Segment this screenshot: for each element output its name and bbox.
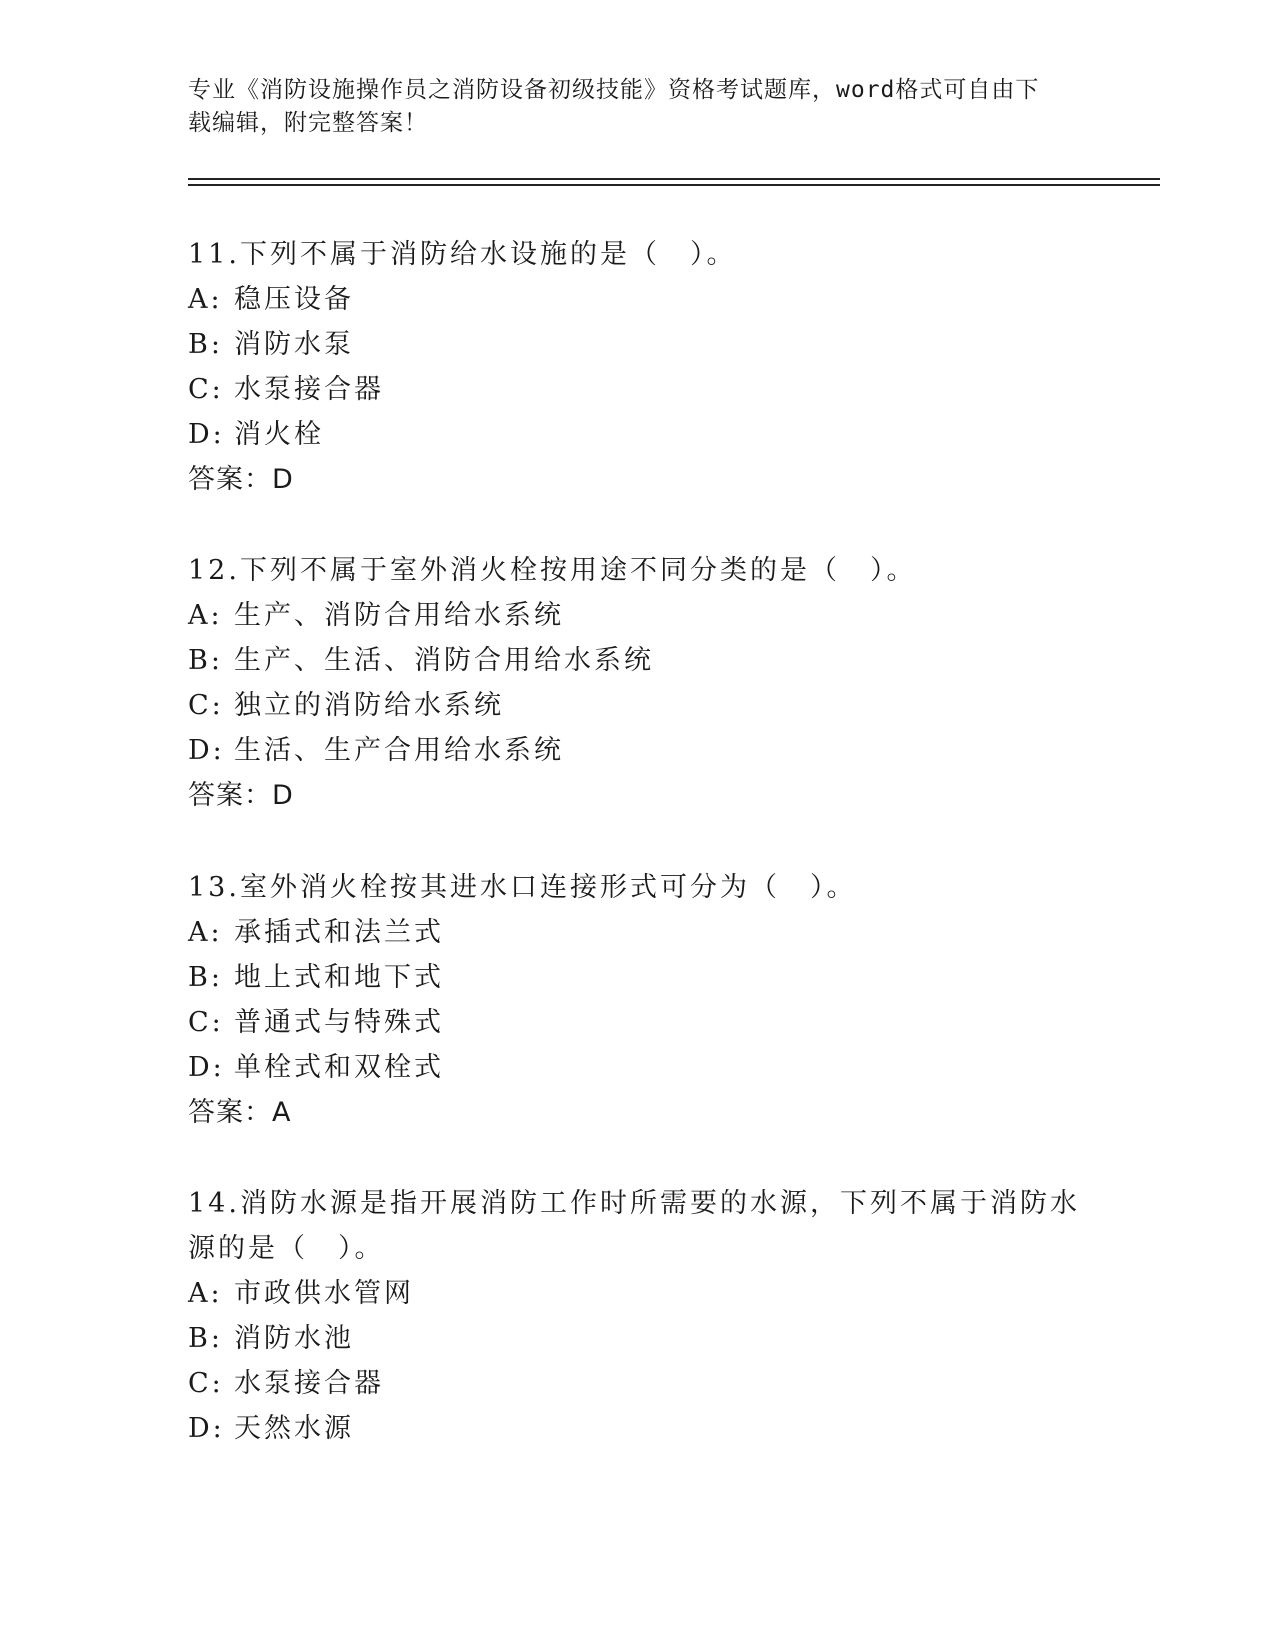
option-a [188, 910, 1088, 955]
header-line-1: 专业《消防设施操作员之消防设备初级技能》资格考试题库，word格式可自由下 [188, 77, 1040, 103]
question-stem: 14.消防水源是指开展消防工作时所需要的水源，下列不属于消防水源的是（ ）。 [188, 1188, 1080, 1264]
option-key: A: [188, 1278, 223, 1309]
header-divider-bottom [188, 184, 1160, 186]
option-c [188, 683, 1088, 728]
option-c [188, 1361, 1088, 1406]
option-key: D: [188, 735, 225, 766]
option-a [188, 277, 1088, 322]
option-text: 水泵接合器 [234, 374, 384, 405]
option-key: C: [188, 690, 224, 721]
document-header [188, 74, 1088, 140]
option-key: A: [188, 600, 223, 631]
option-d [188, 1406, 1088, 1451]
option-d [188, 412, 1088, 457]
question-12 [188, 548, 1088, 818]
option-key: D: [188, 419, 225, 450]
option-text: 市政供水管网 [234, 1278, 414, 1309]
question-stem: 13.室外消火栓按其进水口连接形式可分为（ ）。 [188, 872, 857, 903]
question-stem: 12.下列不属于室外消火栓按用途不同分类的是（ ）。 [188, 555, 917, 586]
question-13 [188, 865, 1088, 1135]
header-divider-top [188, 178, 1160, 180]
question-11 [188, 232, 1088, 502]
option-text: 单栓式和双栓式 [234, 1052, 444, 1083]
option-b [188, 955, 1088, 1000]
option-text: 地上式和地下式 [234, 962, 444, 993]
answer-line: 答案：D [188, 464, 294, 495]
option-text: 普通式与特殊式 [234, 1007, 444, 1038]
option-c [188, 367, 1088, 412]
option-key: B: [188, 962, 223, 993]
option-key: C: [188, 374, 224, 405]
option-d [188, 728, 1088, 773]
option-text: 生产、消防合用给水系统 [234, 600, 564, 631]
option-text: 承插式和法兰式 [234, 917, 444, 948]
option-text: 消火栓 [234, 419, 324, 450]
option-key: A: [188, 917, 223, 948]
option-b [188, 1316, 1088, 1361]
option-text: 生产、生活、消防合用给水系统 [234, 645, 654, 676]
option-text: 独立的消防给水系统 [234, 690, 504, 721]
option-key: B: [188, 329, 223, 360]
option-b [188, 638, 1088, 683]
option-key: C: [188, 1368, 224, 1399]
option-key: B: [188, 645, 223, 676]
option-key: C: [188, 1007, 224, 1038]
option-key: A: [188, 284, 223, 315]
option-b [188, 322, 1088, 367]
option-text: 消防水池 [234, 1323, 354, 1354]
option-key: D: [188, 1052, 225, 1083]
option-c [188, 1000, 1088, 1045]
option-text: 天然水源 [234, 1413, 354, 1444]
option-d [188, 1045, 1088, 1090]
question-stem: 11.下列不属于消防给水设施的是（ ）。 [188, 239, 737, 270]
option-a [188, 593, 1088, 638]
question-14 [188, 1181, 1088, 1451]
header-line-2: 载编辑，附完整答案！ [188, 110, 428, 136]
option-key: D: [188, 1413, 225, 1444]
answer-line: 答案：A [188, 1097, 292, 1128]
option-text: 消防水泵 [234, 329, 354, 360]
option-text: 稳压设备 [234, 284, 354, 315]
option-key: B: [188, 1323, 223, 1354]
option-a [188, 1271, 1088, 1316]
option-text: 生活、生产合用给水系统 [234, 735, 564, 766]
answer-line: 答案：D [188, 780, 294, 811]
option-text: 水泵接合器 [234, 1368, 384, 1399]
